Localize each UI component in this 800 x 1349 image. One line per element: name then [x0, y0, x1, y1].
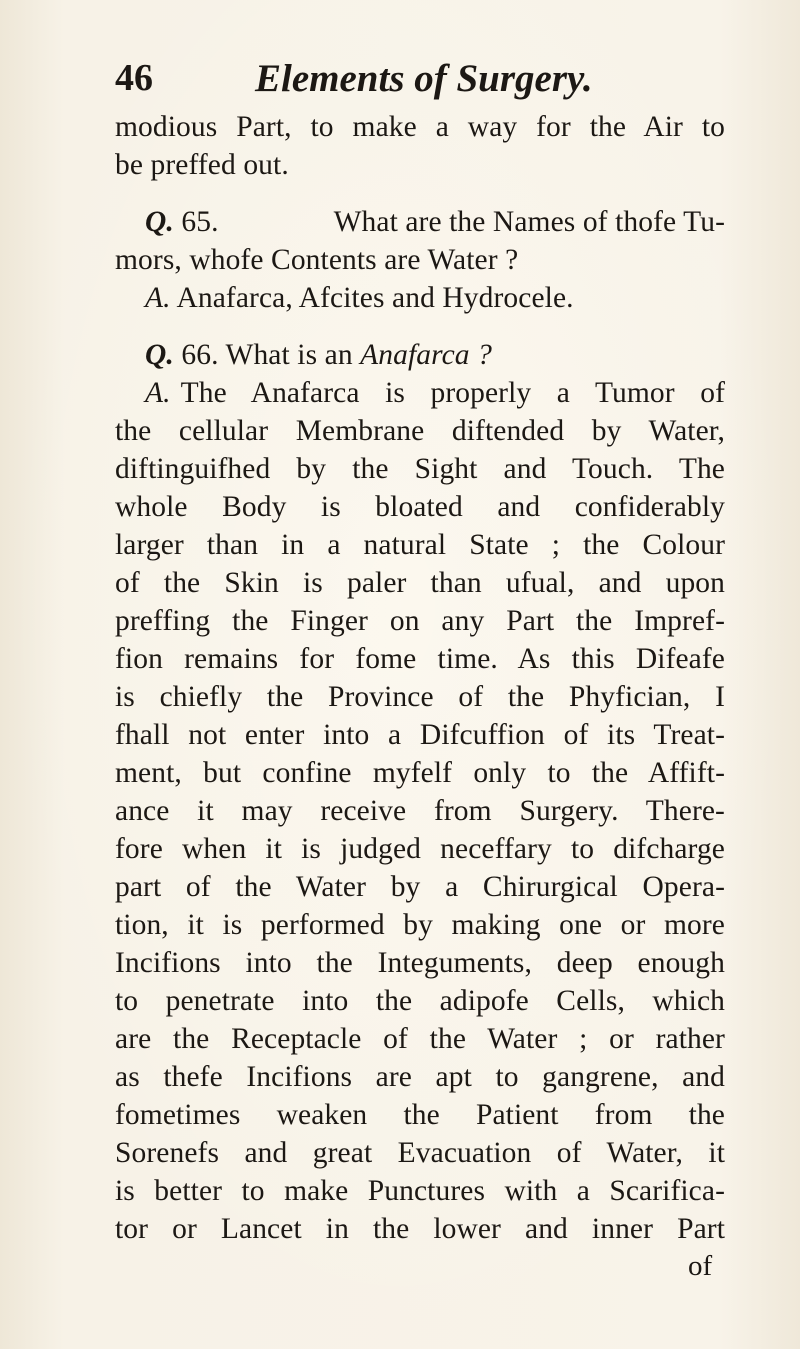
answer-66 [145, 374, 725, 412]
text-line: are the Receptacle of the Water ; or rather [115, 1023, 725, 1055]
text-line: larger than in a natural State ; the Colour [115, 529, 725, 561]
text-line: ance it may receive from Surgery. There- [115, 795, 725, 827]
answer-65 [145, 279, 574, 317]
answer-text: Anafarca, Afcites and Hydrocele. [176, 282, 574, 314]
text-line: part of the Water by a Chirurgical Opera- [115, 871, 725, 903]
question-65 [145, 203, 725, 241]
text-line: be preffed out. [115, 149, 289, 181]
text-line: fion remains for fome time. As this Difeafe [115, 643, 725, 675]
text-line: Incifions into the Integuments, deep enough [115, 947, 725, 979]
catchword: of [688, 1250, 713, 1282]
text-line: to penetrate into the adipofe Cells, which [115, 985, 725, 1017]
text-line: the cellular Membrane diftended by Water, [115, 415, 725, 447]
answer-mark-symbol: A. [145, 377, 171, 409]
text-line: Sorenefs and great Evacuation of Water, it [115, 1137, 725, 1169]
question-term: Anafarca ? [360, 339, 492, 371]
answer-mark-symbol: A. [145, 282, 171, 314]
answer-text: The Anafarca is properly a Tumor of [180, 377, 725, 409]
text-line: fometimes weaken the Patient from the [115, 1099, 725, 1131]
question-text: What is an [225, 339, 353, 371]
text-line: ment, but confine myfelf only to the Affift- [115, 757, 725, 789]
text-line: fore when it is judged neceffary to difcharge [115, 833, 725, 865]
text-line: tor or Lancet in the lower and inner Part [115, 1213, 725, 1245]
question-mark-symbol: Q. [145, 339, 174, 371]
text-line: mors, whofe Contents are Water ? [115, 244, 519, 276]
text-line: diftinguifhed by the Sight and Touch. The [115, 453, 725, 485]
question-66 [145, 336, 492, 374]
text-line: as thefe Incifions are apt to gangrene, and [115, 1061, 725, 1093]
question-number: 66. [181, 339, 219, 371]
text-line: is better to make Punctures with a Scarifica- [115, 1175, 725, 1207]
question-text: What are the Names of thofe Tu- [333, 206, 725, 238]
text-line: modious Part, to make a way for the Air to [115, 111, 725, 143]
question-mark-symbol: Q. [145, 206, 174, 238]
text-line: whole Body is bloated and confiderably [115, 491, 725, 523]
text-line: preffing the Finger on any Part the Impref- [115, 605, 725, 637]
text-line: tion, it is performed by making one or more [115, 909, 725, 941]
text-line: of the Skin is paler than ufual, and upon [115, 567, 725, 599]
running-title: Elements of Surgery. [255, 57, 593, 100]
page-header [115, 56, 725, 106]
page-number: 46 [115, 57, 153, 99]
text-line: is chiefly the Province of the Phyfician, I [115, 681, 725, 713]
text-line: fhall not enter into a Difcuffion of its Treat- [115, 719, 725, 751]
question-number: 65. [181, 206, 219, 238]
